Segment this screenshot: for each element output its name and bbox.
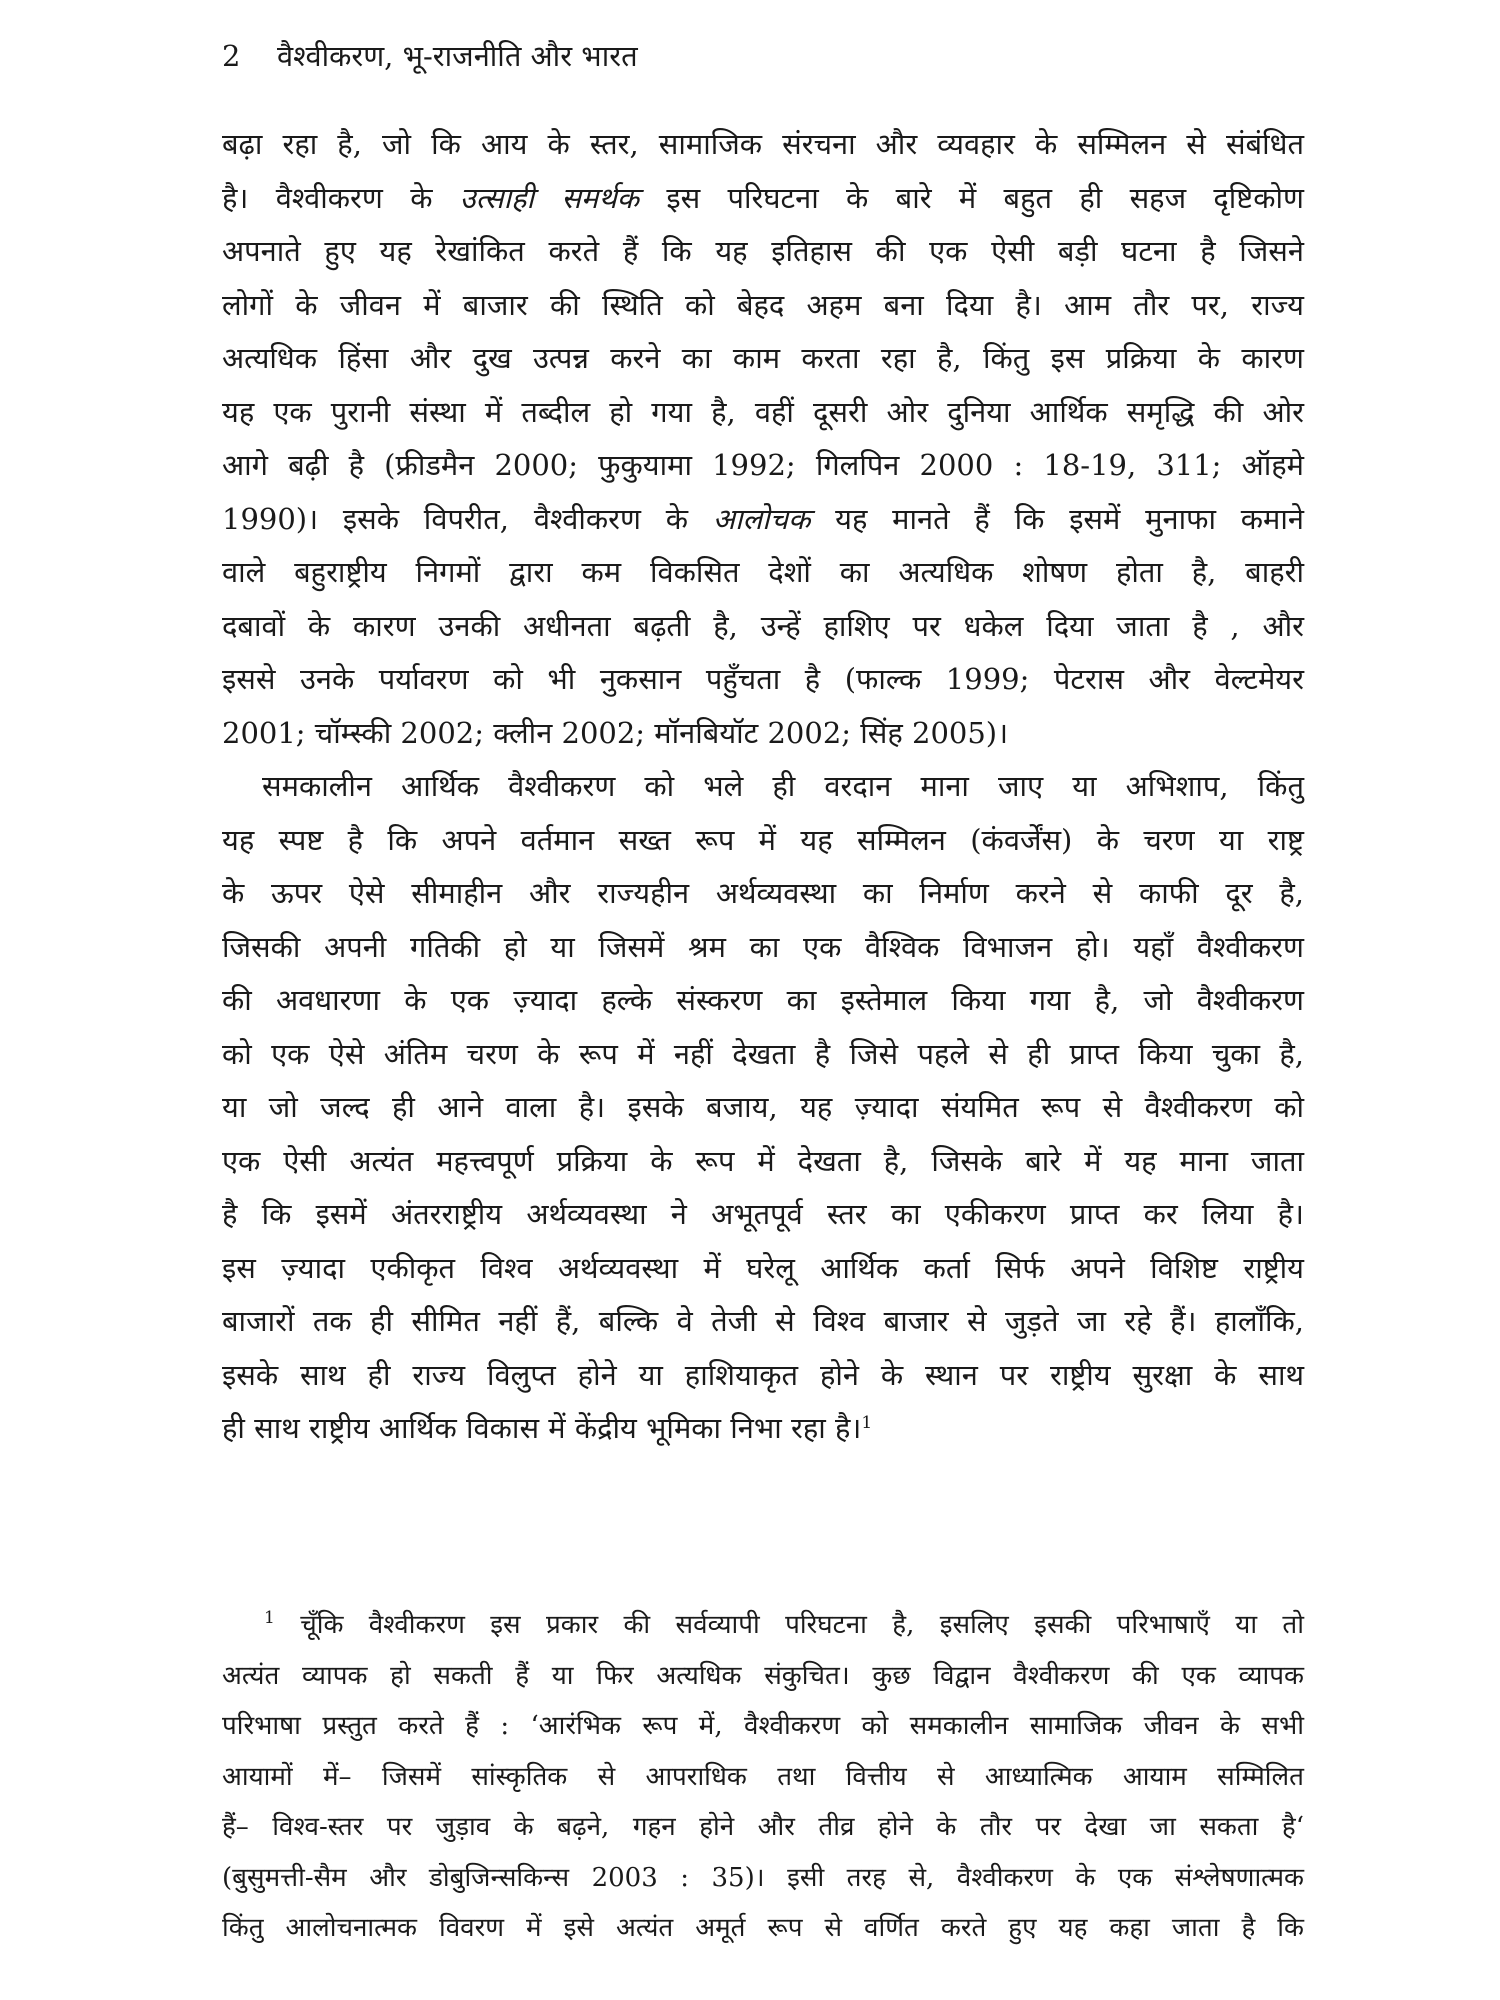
para1-line-7: आगे बढ़ी है (फ्रीडमैन 2000; फुकुयामा 1992; गिलपिन 2000 : 18-19, 311; ऑहमे bbox=[222, 448, 1304, 482]
footnote-line-1 bbox=[222, 1600, 1304, 1651]
footnote-reference: 1 bbox=[861, 1413, 873, 1433]
para1-line-12: 2001; चॉम्स्की 2002; क्लीन 2002; मॉनबियॉट 2002; सिंह 2005)। bbox=[222, 715, 1009, 750]
footnote-line-3: परिभाषा प्रस्तुत करते हैं : ‘आरंभिक रूप में, वैश्वीकरण को समकालीन सामाजिक जीवन के सभी bbox=[222, 1711, 1304, 1741]
text-run: चूँकि वैश्वीकरण इस प्रकार की सर्वव्यापी परिघटना है, इसलिए इसकी परिभाषाएँ या तो bbox=[274, 1610, 1304, 1640]
para1-line-1: बढ़ा रहा है, जो कि आय के स्तर, सामाजिक संरचना और व्यवहार के सम्मिलन से संबंधित bbox=[222, 127, 1304, 161]
text-run: इस परिघटना के बारे में बहुत ही सहज दृष्टिकोण bbox=[639, 180, 1304, 215]
footnote-line-4: आयामों में– जिसमें सांस्कृतिक से आपराधिक तथा वित्तीय से आध्यात्मिक आयाम सम्मिलित bbox=[222, 1761, 1304, 1792]
para2-line-12: इसके साथ ही राज्य विलुप्त होने या हाशियाकृत होने के स्थान पर राष्ट्रीय सुरक्षा के साथ bbox=[222, 1357, 1304, 1392]
para1-line-8 bbox=[222, 493, 1304, 547]
text-run: है। वैश्वीकरण के bbox=[222, 180, 460, 215]
para1-line-9: वाले बहुराष्ट्रीय निगमों द्वारा कम विकसित देशों का अत्यधिक शोषण होता है, बाहरी bbox=[222, 555, 1304, 589]
para2-line-5: की अवधारणा के एक ज़्यादा हल्के संस्करण का इस्तेमाल किया गया है, जो वैश्वीकरण bbox=[222, 983, 1304, 1017]
para1-line-3: अपनाते हुए यह रेखांकित करते हैं कि यह इतिहास की एक ऐसी बड़ी घटना है जिसने bbox=[222, 234, 1304, 268]
para2-line-2: यह स्पष्ट है कि अपने वर्तमान सख्त रूप में यह सम्मिलन (कंवर्जेंस) के चरण या राष्ट्र bbox=[222, 822, 1304, 857]
para2-line-3: के ऊपर ऐसे सीमाहीन और राज्यहीन अर्थव्यवस्था का निर्माण करने से काफी दूर है, bbox=[222, 876, 1304, 910]
footnote-line-2: अत्यंत व्यापक हो सकती हैं या फिर अत्यधिक संकुचित। कुछ विद्वान वैश्वीकरण की एक व्यापक bbox=[222, 1660, 1304, 1691]
text-run: 1990)। इसके विपरीत, वैश्वीकरण के bbox=[222, 501, 713, 536]
running-head bbox=[222, 36, 638, 76]
para2-line-9: है कि इसमें अंतरराष्ट्रीय अर्थव्यवस्था ने अभूतपूर्व स्तर का एकीकरण प्राप्त कर लिया है। bbox=[222, 1197, 1304, 1231]
footnote-line-6: (बुसुमत्ती-सैम और डोबुजिन्सकिन्स 2003 : 35)। इसी तरह से, वैश्वीकरण के एक संश्लेषणात्मक bbox=[222, 1862, 1304, 1893]
para2-line-10: इस ज़्यादा एकीकृत विश्व अर्थव्यवस्था में घरेलू आर्थिक कर्ता सिर्फ अपने विशिष्ट राष्ट्रीय bbox=[222, 1250, 1304, 1285]
para1-line-10: दबावों के कारण उनकी अधीनता बढ़ती है, उन्हें हाशिए पर धकेल दिया जाता है , और bbox=[222, 608, 1304, 643]
footnote bbox=[222, 1600, 1304, 1954]
text-run: यह मानते हैं कि इसमें मुनाफा कमाने bbox=[810, 501, 1304, 536]
page-number: 2 bbox=[222, 39, 241, 73]
para1-line-2 bbox=[222, 172, 1304, 226]
italic-term-critics: आलोचक bbox=[712, 501, 811, 536]
footnote-marker: 1 bbox=[264, 1608, 275, 1628]
para2-line-7: या जो जल्द ही आने वाला है। इसके बजाय, यह ज़्यादा संयमित रूप से वैश्वीकरण को bbox=[222, 1090, 1304, 1124]
running-title: वैश्वीकरण, भू-राजनीति और भारत bbox=[277, 39, 638, 73]
para2-line-1: समकालीन आर्थिक वैश्वीकरण को भले ही वरदान माना जाए या अभिशाप, किंतु bbox=[262, 769, 1304, 803]
italic-term-enthusiastic-supporters: उत्साही समर्थक bbox=[459, 180, 640, 215]
para2-line-13 bbox=[222, 1402, 1304, 1456]
text-run: ही साथ राष्ट्रीय आर्थिक विकास में केंद्रीय भूमिका निभा रहा है। bbox=[222, 1411, 862, 1445]
para1-line-11: इससे उनके पर्यावरण को भी नुकसान पहुँचता है (फाल्क 1999; पेटरास और वेल्टमेयर bbox=[222, 662, 1304, 696]
para1-line-4: लोगों के जीवन में बाजार की स्थिति को बेहद अहम बना दिया है। आम तौर पर, राज्य bbox=[222, 287, 1304, 322]
body-text bbox=[222, 118, 1304, 1456]
para2-line-4: जिसकी अपनी गतिकी हो या जिसमें श्रम का एक वैश्विक विभाजन हो। यहाँ वैश्वीकरण bbox=[222, 929, 1304, 964]
footnote-line-5: हैं– विश्व-स्तर पर जुड़ाव के बढ़ने, गहन होने और तीव्र होने के तौर पर देखा जा सकता है‘ bbox=[222, 1812, 1304, 1842]
para2-line-8: एक ऐसी अत्यंत महत्त्वपूर्ण प्रक्रिया के रूप में देखता है, जिसके बारे में यह माना जाता bbox=[222, 1143, 1304, 1178]
footnote-line-7: किंतु आलोचनात्मक विवरण में इसे अत्यंत अमूर्त रूप से वर्णित करते हुए यह कहा जाता है कि bbox=[222, 1913, 1304, 1943]
para2-line-11: बाजारों तक ही सीमित नहीं हैं, बल्कि वे तेजी से विश्व बाजार से जुड़ते जा रहे हैं। हालाँकि, bbox=[222, 1304, 1304, 1338]
para2-line-6: को एक ऐसे अंतिम चरण के रूप में नहीं देखता है जिसे पहले से ही प्राप्त किया चुका है, bbox=[222, 1036, 1304, 1071]
para1-line-5: अत्यधिक हिंसा और दुख उत्पन्न करने का काम करता रहा है, किंतु इस प्रक्रिया के कारण bbox=[222, 341, 1304, 375]
para1-line-6: यह एक पुरानी संस्था में तब्दील हो गया है, वहीं दूसरी ओर दुनिया आर्थिक समृद्धि की ओर bbox=[222, 394, 1304, 429]
